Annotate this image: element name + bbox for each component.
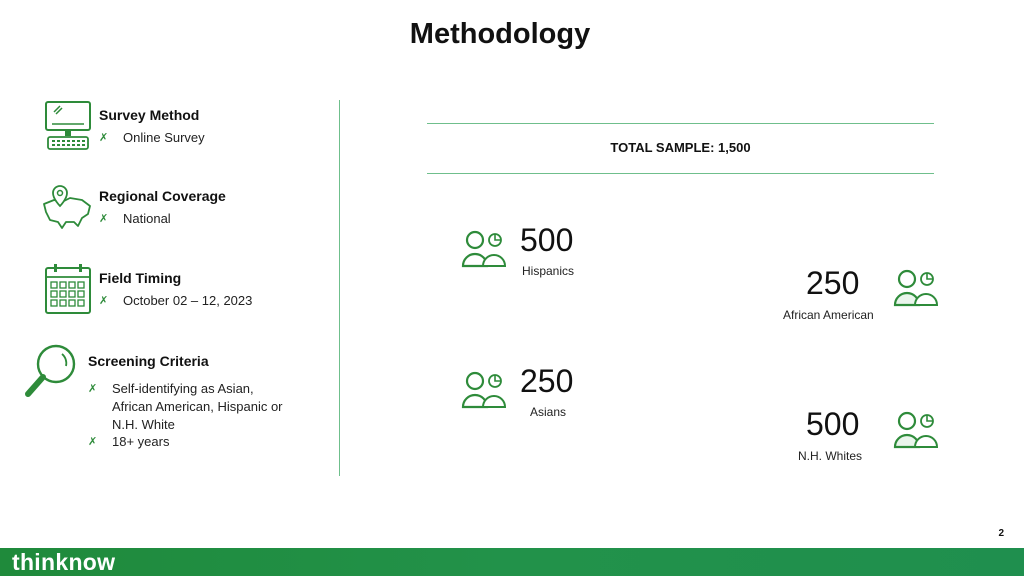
section-title-field-timing: Field Timing — [99, 270, 182, 286]
sample-value-hispanics: 500 — [520, 222, 574, 258]
bullet-item: ✗ National — [99, 211, 171, 226]
ribbon-bullet-icon: ✗ — [88, 383, 98, 395]
divider-line — [427, 173, 934, 174]
people-icon — [893, 410, 943, 450]
bullet-item: ✗ 18+ years — [88, 434, 170, 449]
brand-logo: thinknow — [12, 549, 116, 575]
divider-line — [427, 123, 934, 124]
sample-label-african-american: African American — [783, 308, 874, 322]
footer-bar — [0, 548, 1024, 576]
calendar-icon — [44, 263, 94, 315]
section-title-survey-method: Survey Method — [99, 107, 200, 123]
us-map-pin-icon — [40, 182, 96, 234]
ribbon-bullet-icon: ✗ — [99, 213, 109, 225]
section-title-screening-criteria: Screening Criteria — [88, 353, 209, 369]
people-icon — [893, 268, 943, 308]
ribbon-bullet-icon: ✗ — [88, 436, 98, 448]
sample-label-nh-whites: N.H. Whites — [798, 449, 863, 463]
magnifier-icon — [24, 342, 80, 400]
sample-value-asians: 250 — [520, 363, 574, 399]
ribbon-bullet-icon: ✗ — [99, 132, 109, 144]
sample-value-african-american: 250 — [806, 265, 860, 301]
computer-icon — [44, 100, 92, 152]
column-divider — [339, 100, 340, 476]
bullet-item: ✗ October 02 – 12, 2023 — [99, 293, 253, 308]
page-number: 2 — [998, 528, 1004, 539]
sample-label-hispanics: Hispanics — [522, 264, 575, 278]
ribbon-bullet-icon: ✗ — [99, 295, 109, 307]
sample-value-nh-whites: 500 — [806, 406, 860, 442]
sample-label-asians: Asians — [530, 405, 567, 419]
page-title: Methodology — [409, 18, 591, 50]
section-title-regional-coverage: Regional Coverage — [99, 188, 226, 204]
total-sample: TOTAL SAMPLE: 1,500 — [610, 140, 751, 155]
people-icon — [461, 229, 511, 269]
bullet-item: ✗ Online Survey — [99, 130, 205, 145]
bullet-item: ✗ Self-identifying as Asian, African American, Hispanic or N.H. White — [88, 381, 283, 432]
people-icon — [461, 370, 511, 410]
